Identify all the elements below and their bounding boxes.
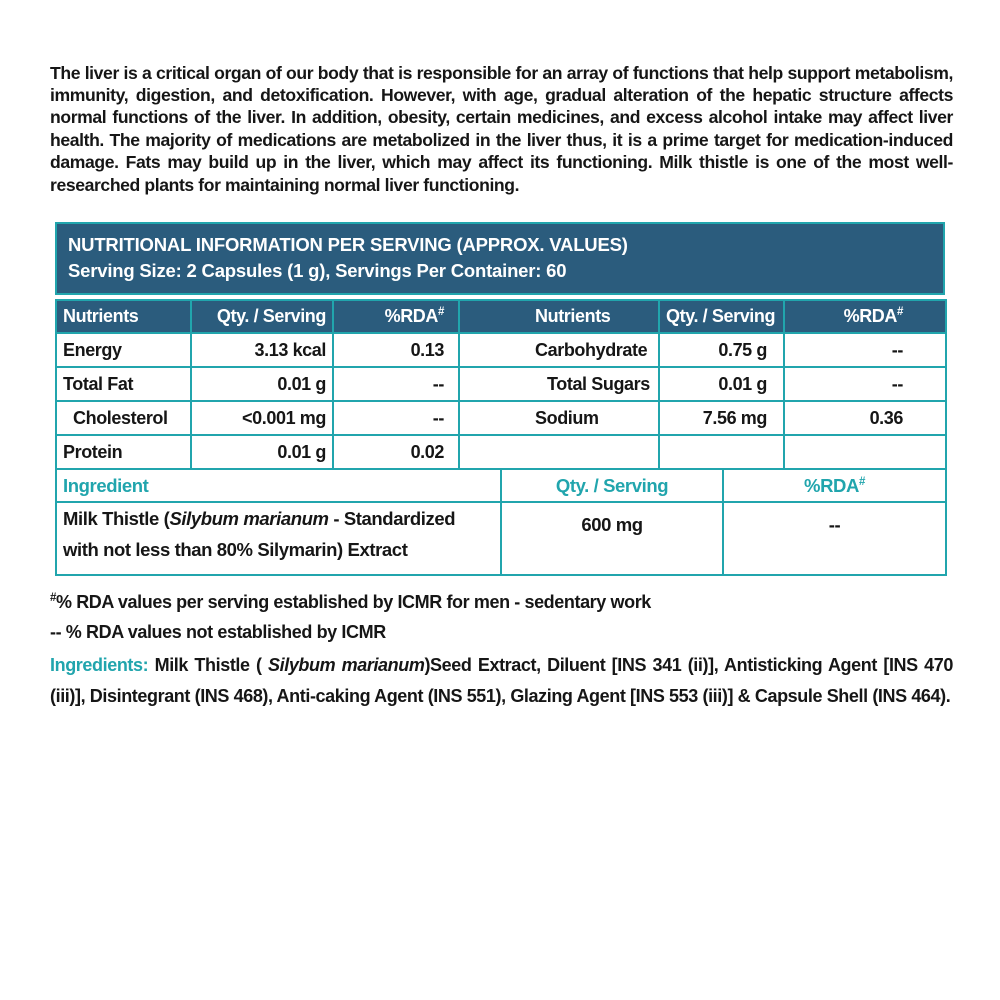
footnotes-section [50,588,953,711]
nutrient-qty-cell: 0.01 g [191,435,333,469]
serving-info: Serving Size: 2 Capsules (1 g), Servings Per Container: 60 [68,260,567,281]
rda-footnote [50,588,953,618]
nutrient-name-cell: Protein [56,435,191,469]
ingredient-qty-cell: 600 mg [501,502,723,575]
nutrient-rda-cell: -- [784,333,946,367]
col-header-qty-text: Qty. / Serving [666,306,776,326]
table-row [459,401,946,435]
table-row [459,333,946,367]
col-header-nutrients: Nutrients [459,300,659,333]
col-header-nutrients: Nutrients [56,300,191,333]
nutrition-header-band [55,222,945,295]
table-row [459,435,946,469]
nutrient-qty-cell [659,435,784,469]
nutrient-rda-cell: 0.36 [784,401,946,435]
nutrient-name-cell [459,435,659,469]
nutrient-rda-cell [784,435,946,469]
nutrients-table-right [458,299,947,470]
nutrient-qty-cell: 0.75 g [659,333,784,367]
table-row [56,367,459,401]
col-header-rda [333,300,459,333]
ingredient-rda-cell: -- [723,502,946,575]
ingredient-table [55,468,947,576]
intro-paragraph: The liver is a critical organ of our body that is responsible for an array of functions that help support metabolism, immunity, digestion, and detoxification. However, with age, gradual alteration of the hepatic structure affects normal functions of the liver. In addition, obesity, certain medicines, and excess alcohol intake may affect liver health. The majority of medications are metabolized in the liver thus, it is a prime target for medication-induced damage. Fats may build up in the liver, which may affect its functioning. Milk thistle is one of the most well-researched plants for maintaining normal liver functioning. [50,62,953,195]
rda-text: %RDA [804,474,859,496]
nutrient-name-cell: Cholesterol [56,401,191,435]
col-header-rda [784,300,946,333]
ingredient-col-header: Ingredient [56,469,501,502]
ingredients-paragraph [50,650,953,711]
rda-hash-superscript: # [858,475,865,488]
ingredients-text-1: Milk Thistle ( [148,655,269,675]
table-header-row [459,300,946,333]
ingredient-name-prefix: Milk Thistle ( [63,508,170,529]
nutrient-rda-cell: 0.13 [333,333,459,367]
col-header-qty-serving [659,300,784,333]
ingredient-qty-header: Qty. / Serving [501,469,723,502]
nutrient-name-cell: Total Sugars [459,367,659,401]
rda-footnote-text: % RDA values per serving established by ICMR for men - sedentary work [56,592,651,612]
rda-hash-superscript: # [438,306,444,318]
rda-hash-superscript: # [897,306,903,318]
nutrient-rda-cell: -- [333,401,459,435]
nutrition-panel [55,222,945,576]
nutrient-qty-cell: 0.01 g [191,367,333,401]
nutrients-tables [55,299,945,470]
table-row [56,502,946,575]
table-header-row [56,469,946,502]
ingredient-latin-name: Silybum marianum [169,508,329,529]
nutrient-qty-cell: 3.13 kcal [191,333,333,367]
nutrient-name-cell: Energy [56,333,191,367]
nutrient-qty-cell: <0.001 mg [191,401,333,435]
nutrient-rda-cell: -- [333,367,459,401]
nutrition-title: NUTRITIONAL INFORMATION PER SERVING (APPROX. VALUES) [68,234,628,255]
hash-superscript: # [50,592,56,604]
nutrient-qty-cell: 7.56 mg [659,401,784,435]
col-header-qty-serving [191,300,333,333]
nutrient-rda-cell: -- [784,367,946,401]
nutrient-name-cell: Sodium [459,401,659,435]
dash-footnote: -- % RDA values not established by ICMR [50,621,386,642]
nutrient-rda-cell: 0.02 [333,435,459,469]
nutrient-qty-cell: 0.01 g [659,367,784,401]
table-row [56,435,459,469]
table-row [459,367,946,401]
rda-text: %RDA [384,306,438,326]
rda-text: %RDA [843,306,897,326]
nutrient-name-cell: Carbohydrate [459,333,659,367]
table-row [56,333,459,367]
table-row [56,401,459,435]
ingredients-latin-name: Silybum marianum [268,655,425,675]
ingredients-label: Ingredients: [50,655,149,675]
col-header-qty-text: Qty. / Serving [216,306,326,326]
table-header-row [56,300,459,333]
nutrient-name-cell: Total Fat [56,367,191,401]
ingredient-name-suffix: - Standardized with not less than 80% Silymarin) Extract [63,508,456,560]
ingredient-name-cell [56,502,501,575]
ingredients-text-2: )Seed Extract, Diluent [INS 341 (ii)], Antisticking Agent [INS 470 (iii)], Disintegrant (INS 468), Anti-caking Agent (INS 551), Glazing Agent [INS 553 (iii)] & Capsule Shell (INS 464). [50,655,953,706]
ingredient-rda-header [723,469,946,502]
nutrients-table-left [55,299,460,470]
